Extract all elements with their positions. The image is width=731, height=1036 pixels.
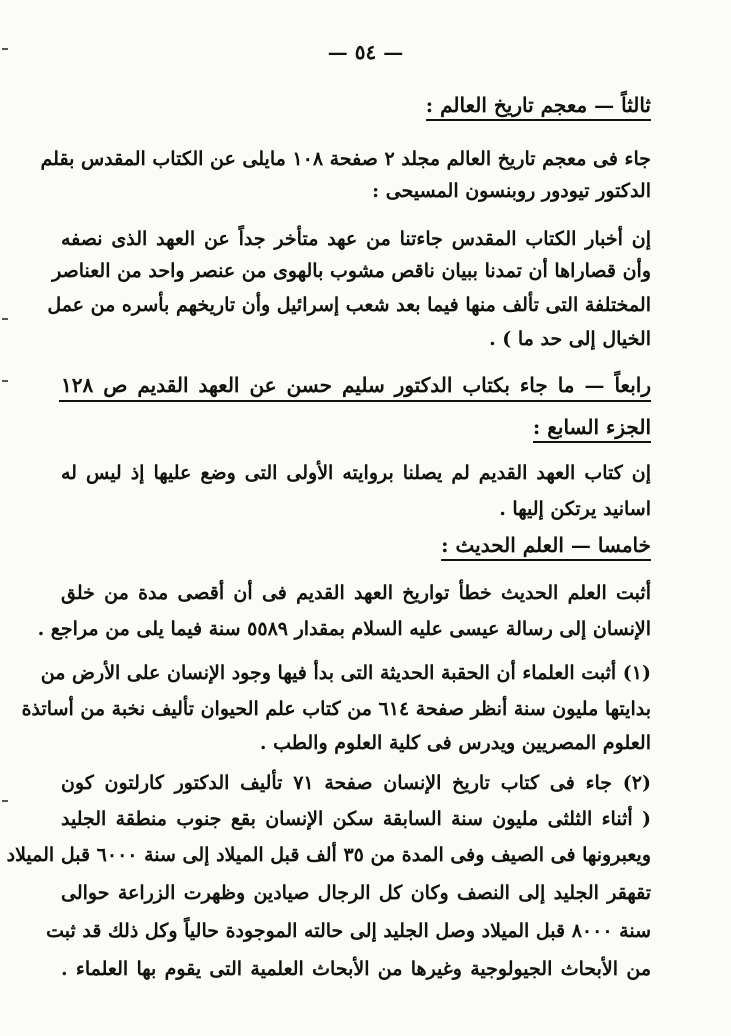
section-heading-4: رابعاً — ما جاء بكتاب الدكتور سليم حسن عن العهد القديم ص ١٢٨ xyxy=(61,373,651,397)
list-item-2-cont: من الأبحاث الجيولوجية وغيرها من الأبحاث العلمية التى يقوم بها العلماء . xyxy=(61,958,651,980)
list-item-1: (١) أثبت العلماء أن الحقبة الحديثة التى بدأ فيها وجود الإنسان على الأرض من xyxy=(40,662,651,684)
text-line: أثبت العلم الحديث خطأ تواريخ العهد القديم فى أن أقصى مدة من خلق xyxy=(61,582,651,604)
scan-mark xyxy=(2,800,8,802)
list-item-2: (٢) جاء فى كتاب تاريخ الإنسان صفحة ٧١ تأليف الدكتور كارلتون كون xyxy=(61,772,651,794)
scan-mark xyxy=(2,318,8,320)
subheading: الجزء السابع : xyxy=(61,414,651,440)
text-line: جاء فى معجم تاريخ العالم مجلد ٢ صفحة ١٠٨ مايلى عن الكتاب المقدس بقلم xyxy=(40,148,651,170)
quote-line: وأن قصاراها أن تمدنا ببيان ناقص مشوب بالهوى من عنصر واحد من العناصر xyxy=(52,260,651,282)
list-item-1-cont: العلوم المصريين ويدرس فى كلية العلوم والطب . xyxy=(259,732,651,754)
list-item-2-cont: ( أثناء الثلثى مليون سنة السابقة سكن الإنسان بقع جنوب منطقة الجليد xyxy=(61,808,651,830)
quote-line: الخيال إلى حد ما ) . xyxy=(489,328,651,350)
quote-line: المختلفة التى تألف منها فيما بعد شعب إسرائيل وأن تاريخهم بأسره من عمل xyxy=(47,294,651,316)
text-line: الإنسان إلى رسالة عيسى عليه السلام بمقدار ٥٥٨٩ سنة فيما يلى من مراجع . xyxy=(37,618,651,640)
list-item-2-cont: تقهقر الجليد إلى النصف وكان كل الرجال صيادين وظهرت الزراعة حوالى xyxy=(61,882,651,904)
scan-mark xyxy=(2,380,8,382)
section-heading-5: خامسا — العلم الحديث : xyxy=(61,532,651,558)
list-item-2-cont: ويعبرونها فى الصيف وفى المدة من ٣٥ ألف قبل الميلاد إلى سنة ٦٠٠٠ قبل الميلاد xyxy=(6,844,651,866)
text-line: الدكتور تيودور روبنسون المسيحى : xyxy=(372,180,651,202)
quote-line: إن أخبار الكتاب المقدس جاءتنا من عهد متأخر جداً عن العهد الذى نصفه xyxy=(61,228,651,250)
list-item-1-cont: بدايتها مليون سنة أنظر صفحة ٦١٤ من كتاب علم الحيوان تأليف نخبة من أساتذة xyxy=(21,698,651,720)
text-line: إن كتاب العهد القديم لم يصلنا بروايته الأولى التى وضع عليها إذ ليس له xyxy=(61,462,652,484)
list-item-2-cont: سنة ٨٠٠٠ قبل الميلاد وصل الجليد إلى حالته الموجودة حالياً وكل ذلك قد ثبت xyxy=(46,920,651,942)
text-line: اسانيد يرتكن إليها . xyxy=(499,498,651,520)
horizontal-rule xyxy=(59,400,651,402)
page-number: — ٥٤ — xyxy=(327,40,404,64)
scan-mark xyxy=(2,48,8,50)
section-heading-3: ثالثاً — معجم تاريخ العالم : xyxy=(61,92,651,118)
